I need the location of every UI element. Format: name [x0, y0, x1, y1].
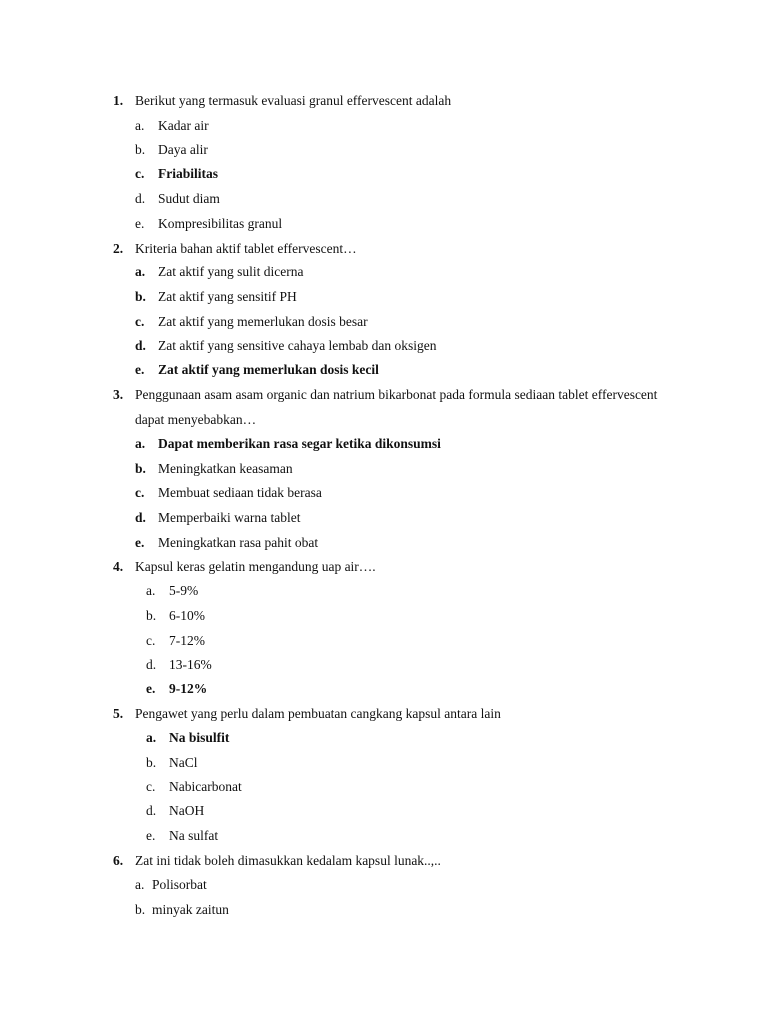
option-letter: d. [135, 338, 146, 353]
question-number: 2. [113, 241, 124, 256]
answer-option-text: Dapat memberikan rasa segar ketika dikonsumsi [158, 436, 441, 451]
option-text: Nabicarbonat [169, 779, 242, 794]
question-number: 4. [113, 559, 124, 574]
option-text: Meningkatkan keasaman [158, 461, 293, 476]
option-text: Meningkatkan rasa pahit obat [158, 535, 319, 550]
option-text: Zat aktif yang memerlukan dosis besar [158, 314, 368, 329]
question-text: Kriteria bahan aktif tablet effervescent… [135, 241, 357, 256]
answer-option-text: Na bisulfit [169, 730, 230, 745]
option-text: NaCl [169, 755, 198, 770]
option-letter: e. [146, 681, 156, 696]
option-letter: d. [146, 657, 157, 672]
question-text: Pengawet yang perlu dalam pembuatan cangkang kapsul antara lain [135, 706, 501, 721]
option-text: Sudut diam [158, 191, 220, 206]
question-text: Kapsul keras gelatin mengandung uap air…. [135, 559, 376, 574]
question-text-continued: dapat menyebabkan… [135, 412, 257, 427]
option-letter: a. [135, 436, 146, 451]
option-text: minyak zaitun [152, 902, 229, 917]
option-text: 7-12% [169, 633, 205, 648]
option-text: Na sulfat [169, 828, 219, 843]
option-text: Memperbaiki warna tablet [158, 510, 301, 525]
option-letter: b. [135, 289, 146, 304]
question-text: Zat ini tidak boleh dimasukkan kedalam kapsul lunak..,.. [135, 853, 441, 868]
option-letter: b. [146, 608, 157, 623]
option-text: Zat aktif yang sensitif PH [158, 289, 297, 304]
option-letter: d. [135, 191, 146, 206]
option-text: Membuat sediaan tidak berasa [158, 485, 322, 500]
option-letter: c. [146, 633, 156, 648]
question-text: Berikut yang termasuk evaluasi granul effervescent adalah [135, 93, 452, 108]
option-text: 13-16% [169, 657, 212, 672]
option-letter: a. [135, 264, 146, 279]
option-letter: c. [135, 166, 145, 181]
question-text: Penggunaan asam asam organic dan natrium bikarbonat pada formula sediaan tablet effervescent [135, 387, 658, 402]
question-number: 6. [113, 853, 124, 868]
option-letter: a. [146, 730, 157, 745]
option-text: Zat aktif yang sensitive cahaya lembab dan oksigen [158, 338, 437, 353]
option-letter: e. [135, 362, 145, 377]
option-letter: c. [146, 779, 156, 794]
option-letter: b. [146, 755, 157, 770]
option-text: Polisorbat [152, 877, 207, 892]
option-letter: e. [146, 828, 156, 843]
option-text: 5-9% [169, 583, 199, 598]
question-number: 3. [113, 387, 124, 402]
option-letter: a. [135, 877, 145, 892]
answer-option-text: Zat aktif yang memerlukan dosis kecil [158, 362, 379, 377]
option-letter: a. [146, 583, 156, 598]
option-text: Zat aktif yang sulit dicerna [158, 264, 304, 279]
option-text: 6-10% [169, 608, 205, 623]
option-letter: c. [135, 485, 145, 500]
option-text: NaOH [169, 803, 205, 818]
option-letter: e. [135, 535, 145, 550]
option-text: Kadar air [158, 118, 209, 133]
question-number: 1. [113, 93, 124, 108]
option-letter: d. [135, 510, 146, 525]
option-letter: b. [135, 461, 146, 476]
option-letter: b. [135, 142, 146, 157]
option-letter: b. [135, 902, 146, 917]
option-letter: a. [135, 118, 145, 133]
option-text: Kompresibilitas granul [158, 216, 283, 231]
option-letter: d. [146, 803, 157, 818]
answer-option-text: 9-12% [169, 681, 208, 696]
option-text: Daya alir [158, 142, 208, 157]
answer-option-text: Friabilitas [158, 166, 218, 181]
option-letter: c. [135, 314, 145, 329]
question-number: 5. [113, 706, 124, 721]
option-letter: e. [135, 216, 145, 231]
